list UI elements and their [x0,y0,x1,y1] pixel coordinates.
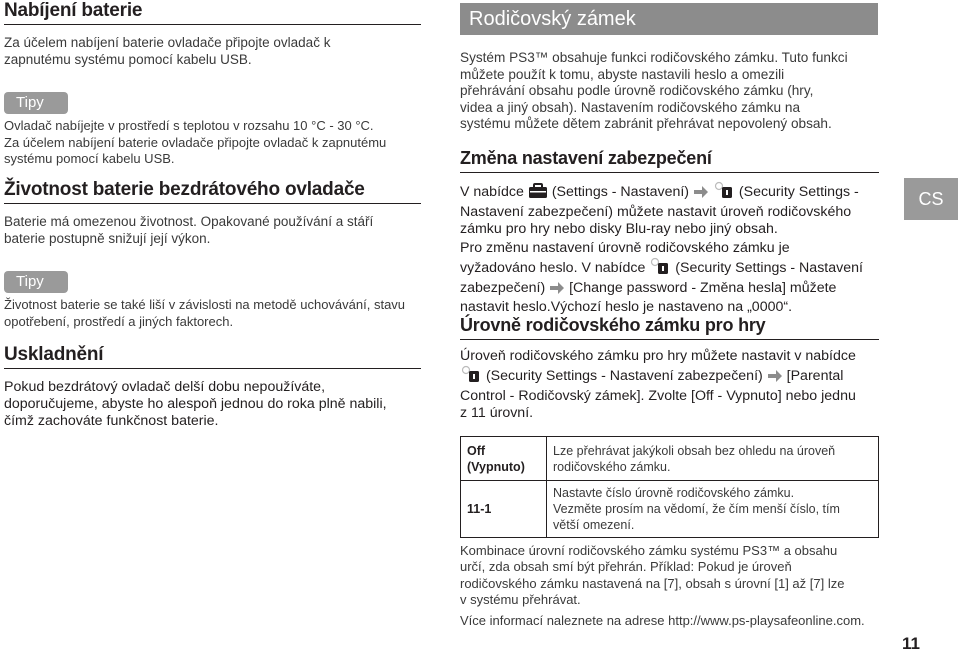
parental-levels-table [460,436,879,538]
security-settings-icon [649,257,671,280]
divider [460,339,879,340]
battery-life-text: Baterie má omezenou životnost. Opakované používání a stáří baterie postupně snižují její výkon. [4,214,374,246]
parental-intro: Systém PS3™ obsahuje funkci rodičovského zámku. Tuto funkci můžete použít k tomu, abyste nastavili heslo a omezili přehrávání obsahu podle úrovně rodičovského zámku (hry, videa a jiný obsah). Nastavením rodičovského zámku na systému můžete dětem zabránit přehrávat nepovolený obsah. [460,50,848,131]
tip-charging-text: Ovladač nabíjejte v prostředí s teplotou v rozsahu 10 °C - 30 °C. Za účelem nabíjení baterie ovladače připojte ovladač k zapnutému systému pomocí kabelu USB. [4,118,387,166]
arrow-right-icon [767,370,783,387]
levels-title: Úrovně rodičovského zámku pro hry [460,315,766,335]
divider [460,172,879,173]
arrow-right-icon [549,282,565,299]
security-change-text: V nabídce (Settings - Nastavení) (Security Settings - Nastavení zabezpečení) můžete nastavit úroveň rodičovského zámku pro hry nebo disky Blu-ray nebo jiný obsah. Pro změnu nastavení úrovně rodičovského zámku je vyžadováno heslo. V nabídce (Security Settings - Nastavení zabezpečení) [Change password - Změna hesla] můžete nastavit heslo.Výchozí heslo je nastaveno na „0000“. [460,181,863,316]
table-row: 11-1 Nastavte číslo úrovně rodičovského zámku. Vezměte prosím na vědomí, že čím menší číslo, tím větší omezení. [461,481,879,538]
levels-text: Úroveň rodičovského zámku pro hry můžete nastavit v nabídce (Security Settings - Nastavení zabezpečení) [Parental Control - Rodičovský zámek]. Zvolte [Off - Vypnuto] nebo jednu z 11 úrovní. [460,348,856,421]
security-change-title: Změna nastavení zabezpečení [460,148,712,168]
charging-text: Za účelem nabíjení baterie ovladače připojte ovladač k zapnutému systému pomocí kabelu USB. [4,35,331,67]
charging-title: Nabíjení baterie [4,0,143,21]
security-settings-icon [460,365,482,388]
arrow-right-icon [693,186,709,203]
table-row: Off (Vypnuto) Lze přehrávat jakýkoli obsah bez ohledu na úroveň rodičovského zámku. [461,437,879,481]
tip-battery-text: Životnost baterie se také liší v závislosti na metodě uchovávání, stavu opotřebení, prostředí a jiných faktorech. [4,297,406,329]
parental-lock-banner: Rodičovský zámek [460,3,878,35]
language-tab: CS [904,178,958,220]
divider [4,368,421,369]
storage-title: Uskladnění [4,344,104,365]
battery-life-title: Životnost baterie bezdrátového ovladače [4,179,365,200]
toolbox-icon [528,183,548,204]
page-number: 11 [902,634,920,653]
divider [4,203,421,204]
divider [4,24,421,25]
security-settings-icon [713,181,735,204]
tip-badge: Tipy [4,271,68,293]
storage-text: Pokud bezdrátový ovladač delší dobu nepoužíváte, doporučujeme, abyste ho alespoň jednou do roka plně nabili, čímž zachováte funkčnost baterie. [4,379,387,429]
tip-badge: Tipy [4,92,68,114]
levels-note: Kombinace úrovní rodičovského zámku systému PS3™ a obsahu určí, zda obsah smí být přehrán. Příklad: Pokud je úroveň rodičovského zámku nastavená na [7], obsah s úrovní [1] až [7] lze v systému přehrávat. Více informací naleznete na adrese http://www.ps-playsafeonline.com. [460,543,865,628]
